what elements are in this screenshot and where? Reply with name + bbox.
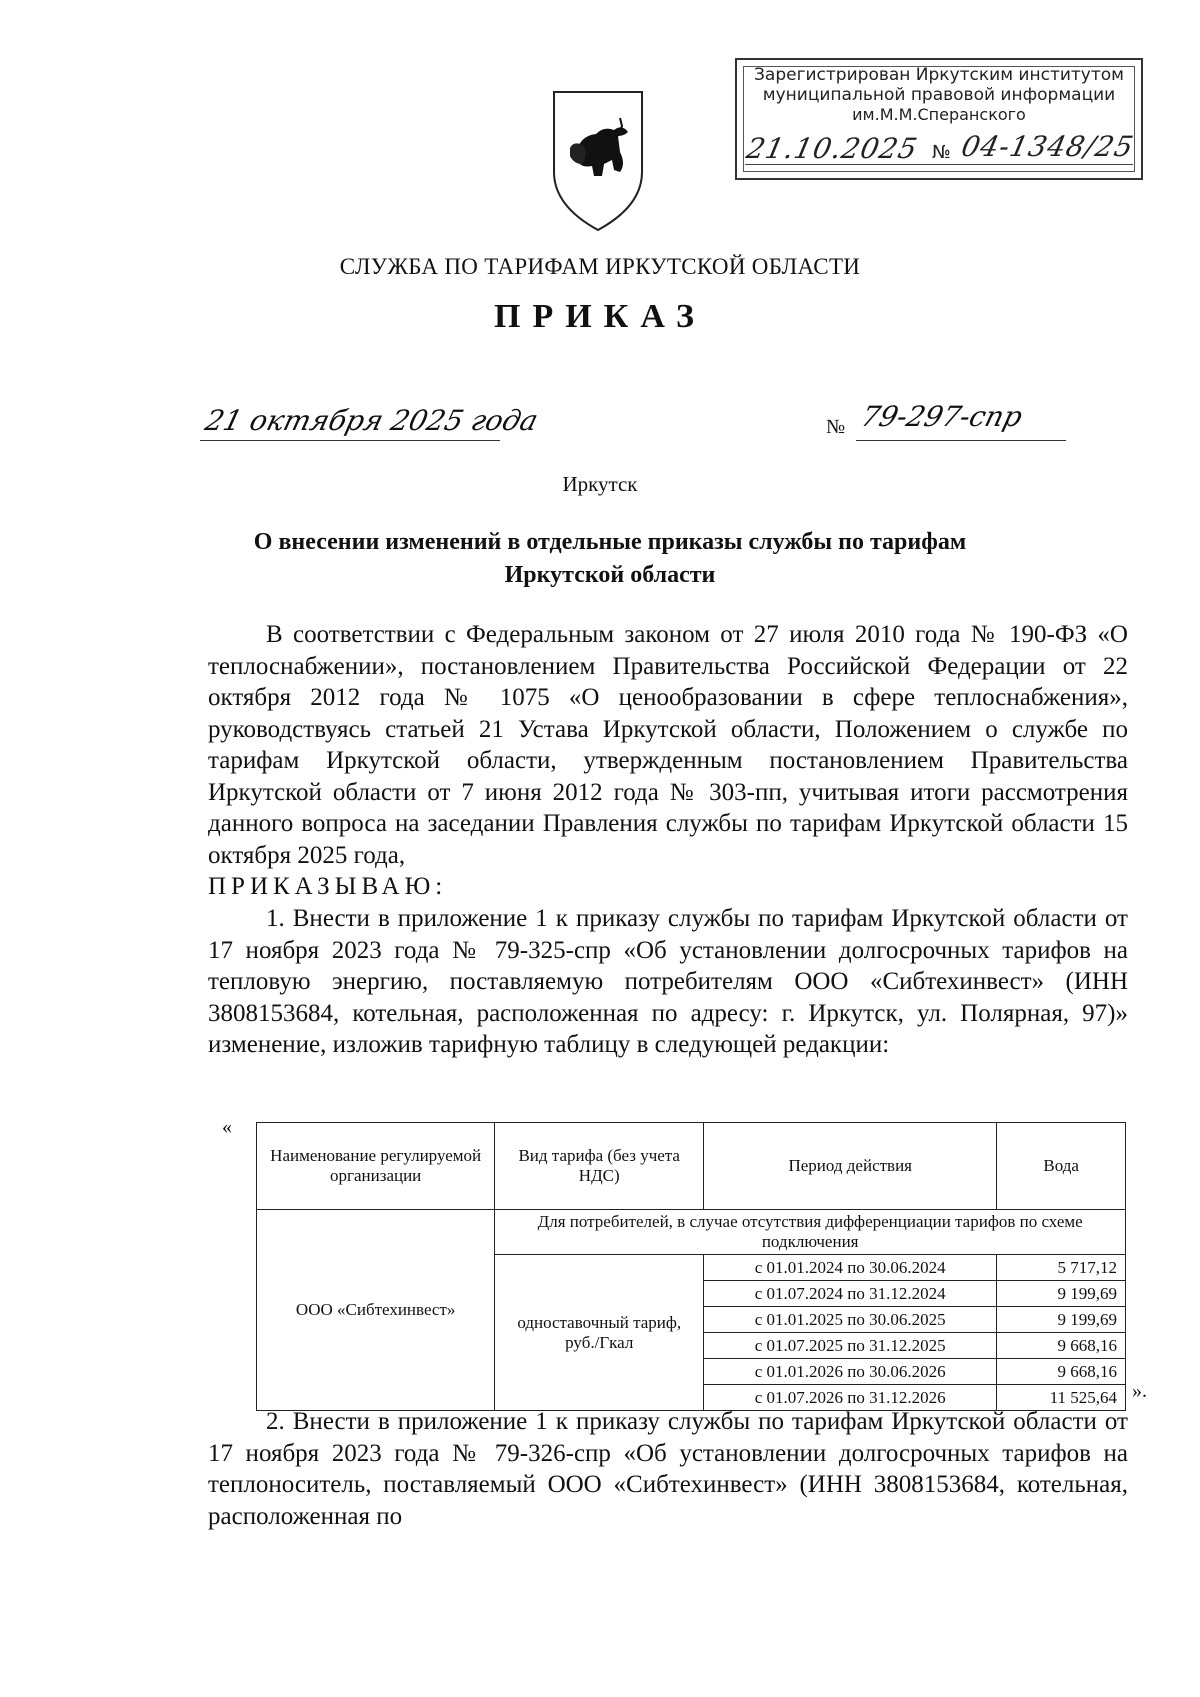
stamp-line-1: Зарегистрирован Иркутским институтом [754,65,1124,85]
period-cell: с 01.07.2025 по 31.12.2025 [704,1333,997,1359]
period-cell: с 01.01.2026 по 30.06.2026 [704,1359,997,1385]
order-date-handwritten: 21 октября 2025 года [201,404,542,437]
stamp-registration-number: 04-1348/25 [958,130,1137,163]
table-open-quote: « [222,1116,232,1138]
consumers-note-cell: Для потребителей, в случае отсутствия дифференциации тарифов по схеме подключения [495,1210,1126,1255]
city-name: Иркутск [562,472,638,496]
value-cell: 9 199,69 [997,1307,1126,1333]
item-1-paragraph: 1. Внести в приложение 1 к приказу службы по тарифам Иркутской области от 17 ноября 2023 года № 79-325-спр «Об установлении долгосрочных тарифов на тепловую энергию, поставляемую потребителям ООО «Сибтехинвест» (ИНН 3808153684, котельная, расположенная по адресу: г. Иркутск, ул. Полярная, 97)» изменение, изложив тарифную таблицу в следующей редакции: [208,905,1128,1058]
item-2-paragraph: 2. Внести в приложение 1 к приказу службы по тарифам Иркутской области от 17 ноября 2023 года № 79-326-спр «Об установлении долгосрочных тарифов на теплоноситель, поставляемый ООО «Сибтехинвест» (ИНН 3808153684, котельная, расположенная по [208,1408,1128,1530]
value-cell: 9 199,69 [997,1281,1126,1307]
stamp-underline [745,164,1133,165]
order-number-sign: № [826,416,846,438]
value-cell: 11 525,64 [997,1385,1126,1411]
period-cell: с 01.07.2026 по 31.12.2026 [704,1385,997,1411]
document-title: О внесении изменений в отдельные приказы службы по тарифам Иркутской области [253,529,967,588]
period-cell: с 01.07.2024 по 31.12.2024 [704,1281,997,1307]
value-cell: 5 717,12 [997,1255,1126,1281]
stamp-line-2: муниципальной правовой информации [762,85,1116,105]
stamp-number-sign: № [932,142,951,163]
header-org: Наименование регулируемой организации [257,1123,495,1210]
order-word: ПРИКАЗЫВАЮ: [208,873,448,900]
table-row [257,1210,1126,1255]
date-underline [200,440,500,441]
document-type-heading: ПРИКАЗ [494,298,706,335]
preamble-paragraph: В соответствии с Федеральным законом от 27 июля 2010 года № 190-ФЗ «О теплоснабжении», постановлением Правительства Российской Федерации от 22 октября 2012 года № 1075 «О ценообразовании в сфере теплоснабжения», руководствуясь статьей 21 Устава Иркутской области, Положением о службе по тарифам Иркутской области, утвержденным постановлением Правительства Иркутской области от 7 июня 2012 года № 303-пп, учитывая итоги рассмотрения данного вопроса на заседании Правления службы по тарифам Иркутской области 15 октября 2025 года, [208,621,1128,869]
period-cell: с 01.01.2025 по 30.06.2025 [704,1307,997,1333]
header-period: Период действия [704,1123,997,1210]
period-cell: с 01.01.2024 по 30.06.2024 [704,1255,997,1281]
tariff-kind-cell: одноставочный тариф, руб./Гкал [495,1255,704,1411]
organization-name: СЛУЖБА ПО ТАРИФАМ ИРКУТСКОЙ ОБЛАСТИ [339,254,861,279]
registration-stamp [735,58,1143,180]
number-underline [856,440,1066,441]
tariff-table [256,1122,1126,1411]
order-number-handwritten: 79-297-спр [857,400,1026,433]
stamp-line-3: им.М.М.Сперанского [852,105,1026,124]
tariff-table-header-row [257,1123,1126,1210]
value-cell: 9 668,16 [997,1359,1126,1385]
organization-cell: ООО «Сибтехинвест» [257,1210,495,1411]
header-water: Вода [997,1123,1126,1210]
value-cell: 9 668,16 [997,1333,1126,1359]
irkutsk-coat-of-arms-icon [548,86,648,236]
table-close-quote: ». [1132,1380,1147,1402]
stamp-registration-date: 21.10.2025 [743,132,921,165]
header-tariff-type: Вид тарифа (без учета НДС) [495,1123,704,1210]
